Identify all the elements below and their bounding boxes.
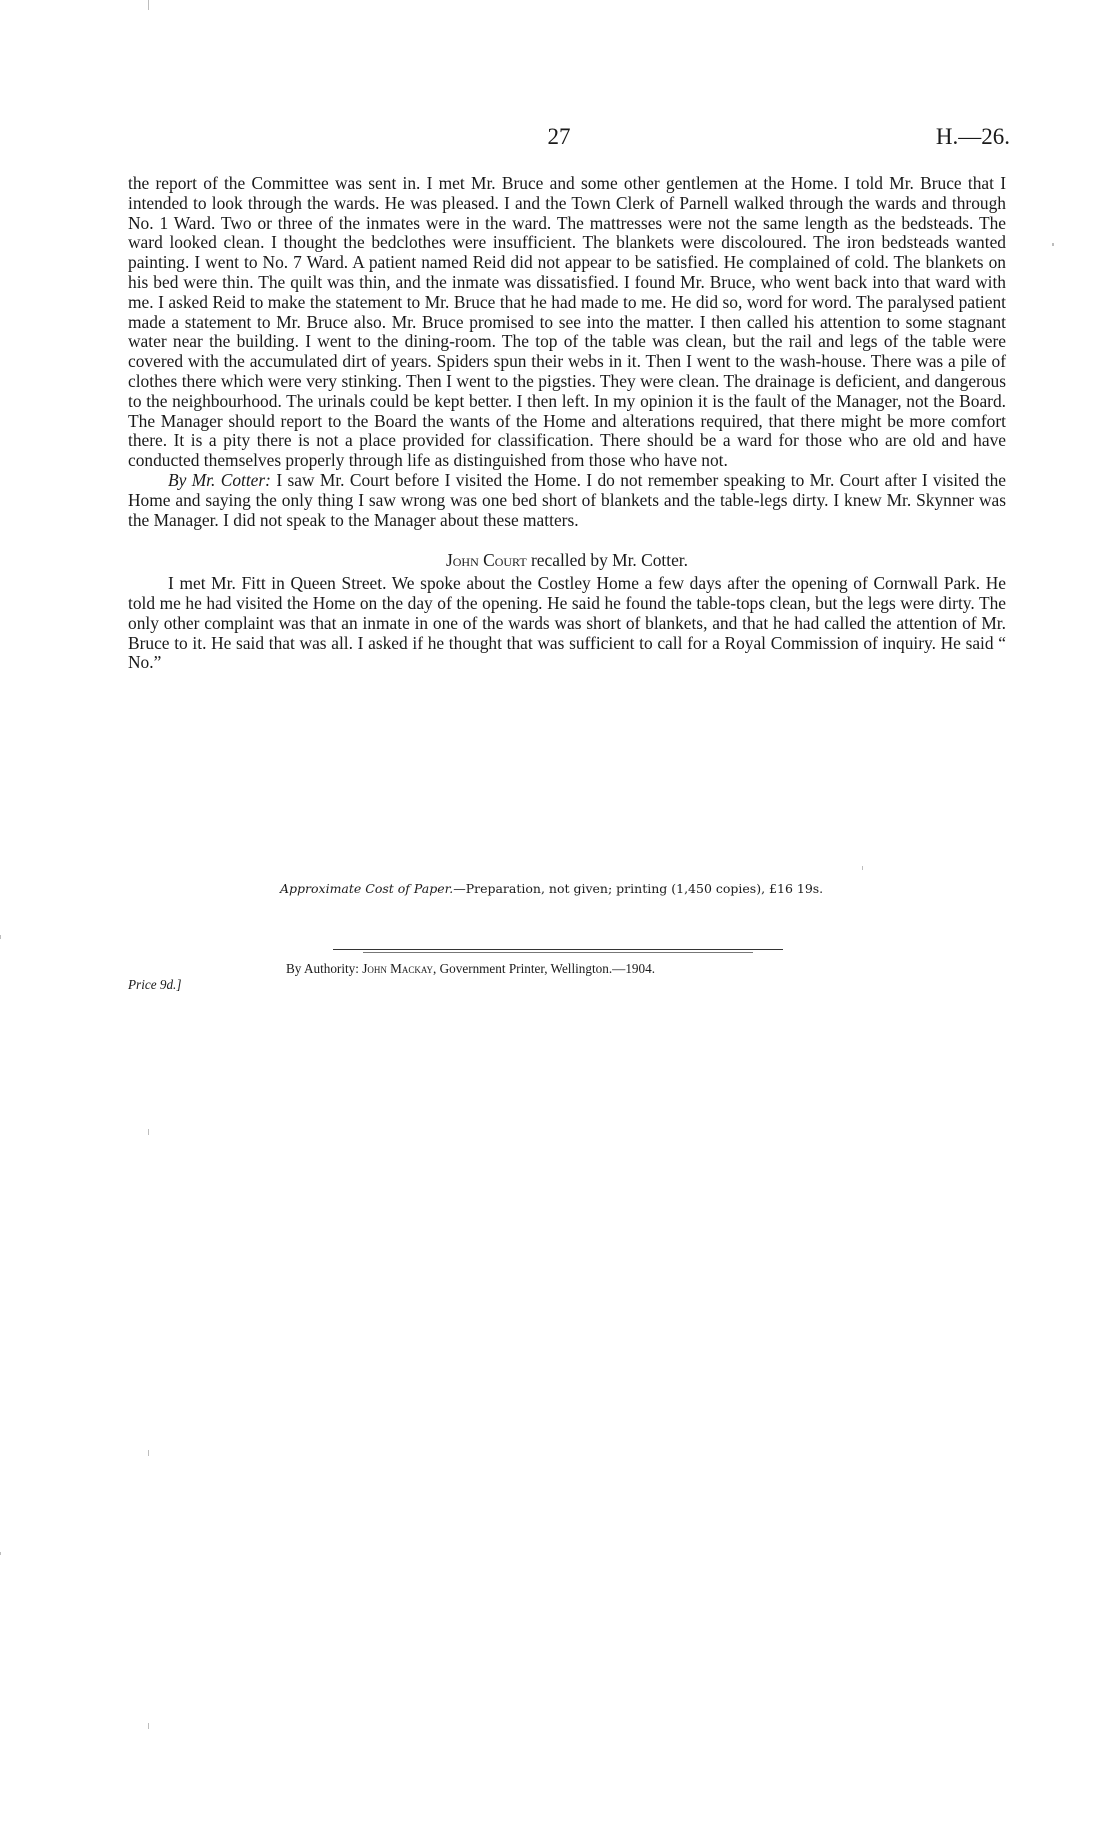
scan-speck (1052, 243, 1054, 246)
printer-imprint (286, 961, 896, 977)
witness-heading (128, 551, 1006, 571)
paragraph-witness-statement: I met Mr. Fitt in Queen Street. We spoke about the Costley Home a few days after the opening of Cornwall Park. He told me he had visited the Home on the day of the opening. He said he found the table-tops clean, but the legs were dirty. The only other complaint was that an inmate in one of the wards was short of blankets, and that he had called the attention of Mr. Bruce to it. He said that was all. I asked if he thought that was sufficient to call for a Royal Commission of inquiry. He said “ No.” (128, 573, 1006, 673)
printer-name: John Mackay (362, 961, 434, 976)
scan-speck (148, 1450, 149, 1456)
scan-speck (862, 866, 863, 870)
price-label: Price 9d.] (128, 977, 182, 992)
witness-heading-rest: recalled by Mr. Cotter. (526, 550, 688, 571)
document-series-code: H.—26. (935, 124, 1010, 149)
divider-rule (333, 949, 783, 950)
imprint-suffix: , Government Printer, Wellington.—1904. (433, 961, 655, 976)
scan-speck (0, 935, 1, 939)
scan-speck (148, 1723, 149, 1729)
imprint-prefix: By Authority: (286, 961, 363, 976)
cost-text: —Preparation, not given; printing (1,450 copies), £16 19s. (453, 881, 824, 896)
scan-speck (148, 0, 149, 10)
paragraph-testimony-continuation: the report of the Committee was sent in. I met Mr. Bruce and some other gentlemen at the Home. I told Mr. Bruce that I intended to look through the wards. He was pleased. I and the Town Clerk of Parnell walked through the wards and through No. 1 Ward. Two or three of the inmates were in the ward. The mattresses were not the same length as the bedsteads. The ward looked clean. I thought the bedclothes were insufficient. The blankets were discoloured. The iron bedsteads wanted painting. I went to No. 7 Ward. A patient named Reid did not appear to be satisfied. He complained of cold. The blankets on his bed were thin. The quilt was thin, and the inmate was dissatisfied. I found Mr. Bruce, who went back into that ward with me. I asked Reid to make the statement to Mr. Bruce that he had made to me. He did so, word for word. The paralysed patient made a statement to Mr. Bruce also. Mr. Bruce promised to see into the matter. I then called his attention to some stagnant water near the building. I went to the dining-room. The top of the table was clean, but the rail and legs of the table were covered with the accumulated dirt of years. Spiders spun their webs in it. Then I went to the wash-house. There was a pile of clothes there which were very stinking. Then I went to the pigsties. They were clean. The drainage is deficient, and dangerous to the neighbourhood. The urinals could be kept better. I then left. In my opinion it is the fault of the Manager, not the Board. The Manager should report to the Board the wants of the Home and alterations required, that there might be more comfort there. It is a pity there is not a place provided for classification. There should be a ward for those who are old and have conducted themselves properly through life as distinguished from those who have not. (128, 173, 1006, 471)
page-number: 27 (547, 124, 571, 149)
paragraph-cross-examination (128, 471, 1006, 530)
cost-of-paper-note (280, 881, 900, 896)
witness-name: John Court (446, 550, 527, 571)
scan-speck (148, 1129, 149, 1135)
scan-speck (0, 1552, 1, 1555)
examiner-label: By Mr. Cotter: (168, 469, 271, 490)
cross-examination-text: I saw Mr. Court before I visited the Home. I do not remember speaking to Mr. Court after I visited the Home and saying the only thing I saw wrong was one bed short of blankets and the table-legs dirty. I knew Mr. Skynner was the Manager. I did not speak to the Manager about these matters. (128, 469, 1006, 530)
cost-label: Approximate Cost of Paper. (280, 881, 454, 896)
body-text (128, 174, 1006, 673)
divider-rule-thin (363, 952, 753, 953)
